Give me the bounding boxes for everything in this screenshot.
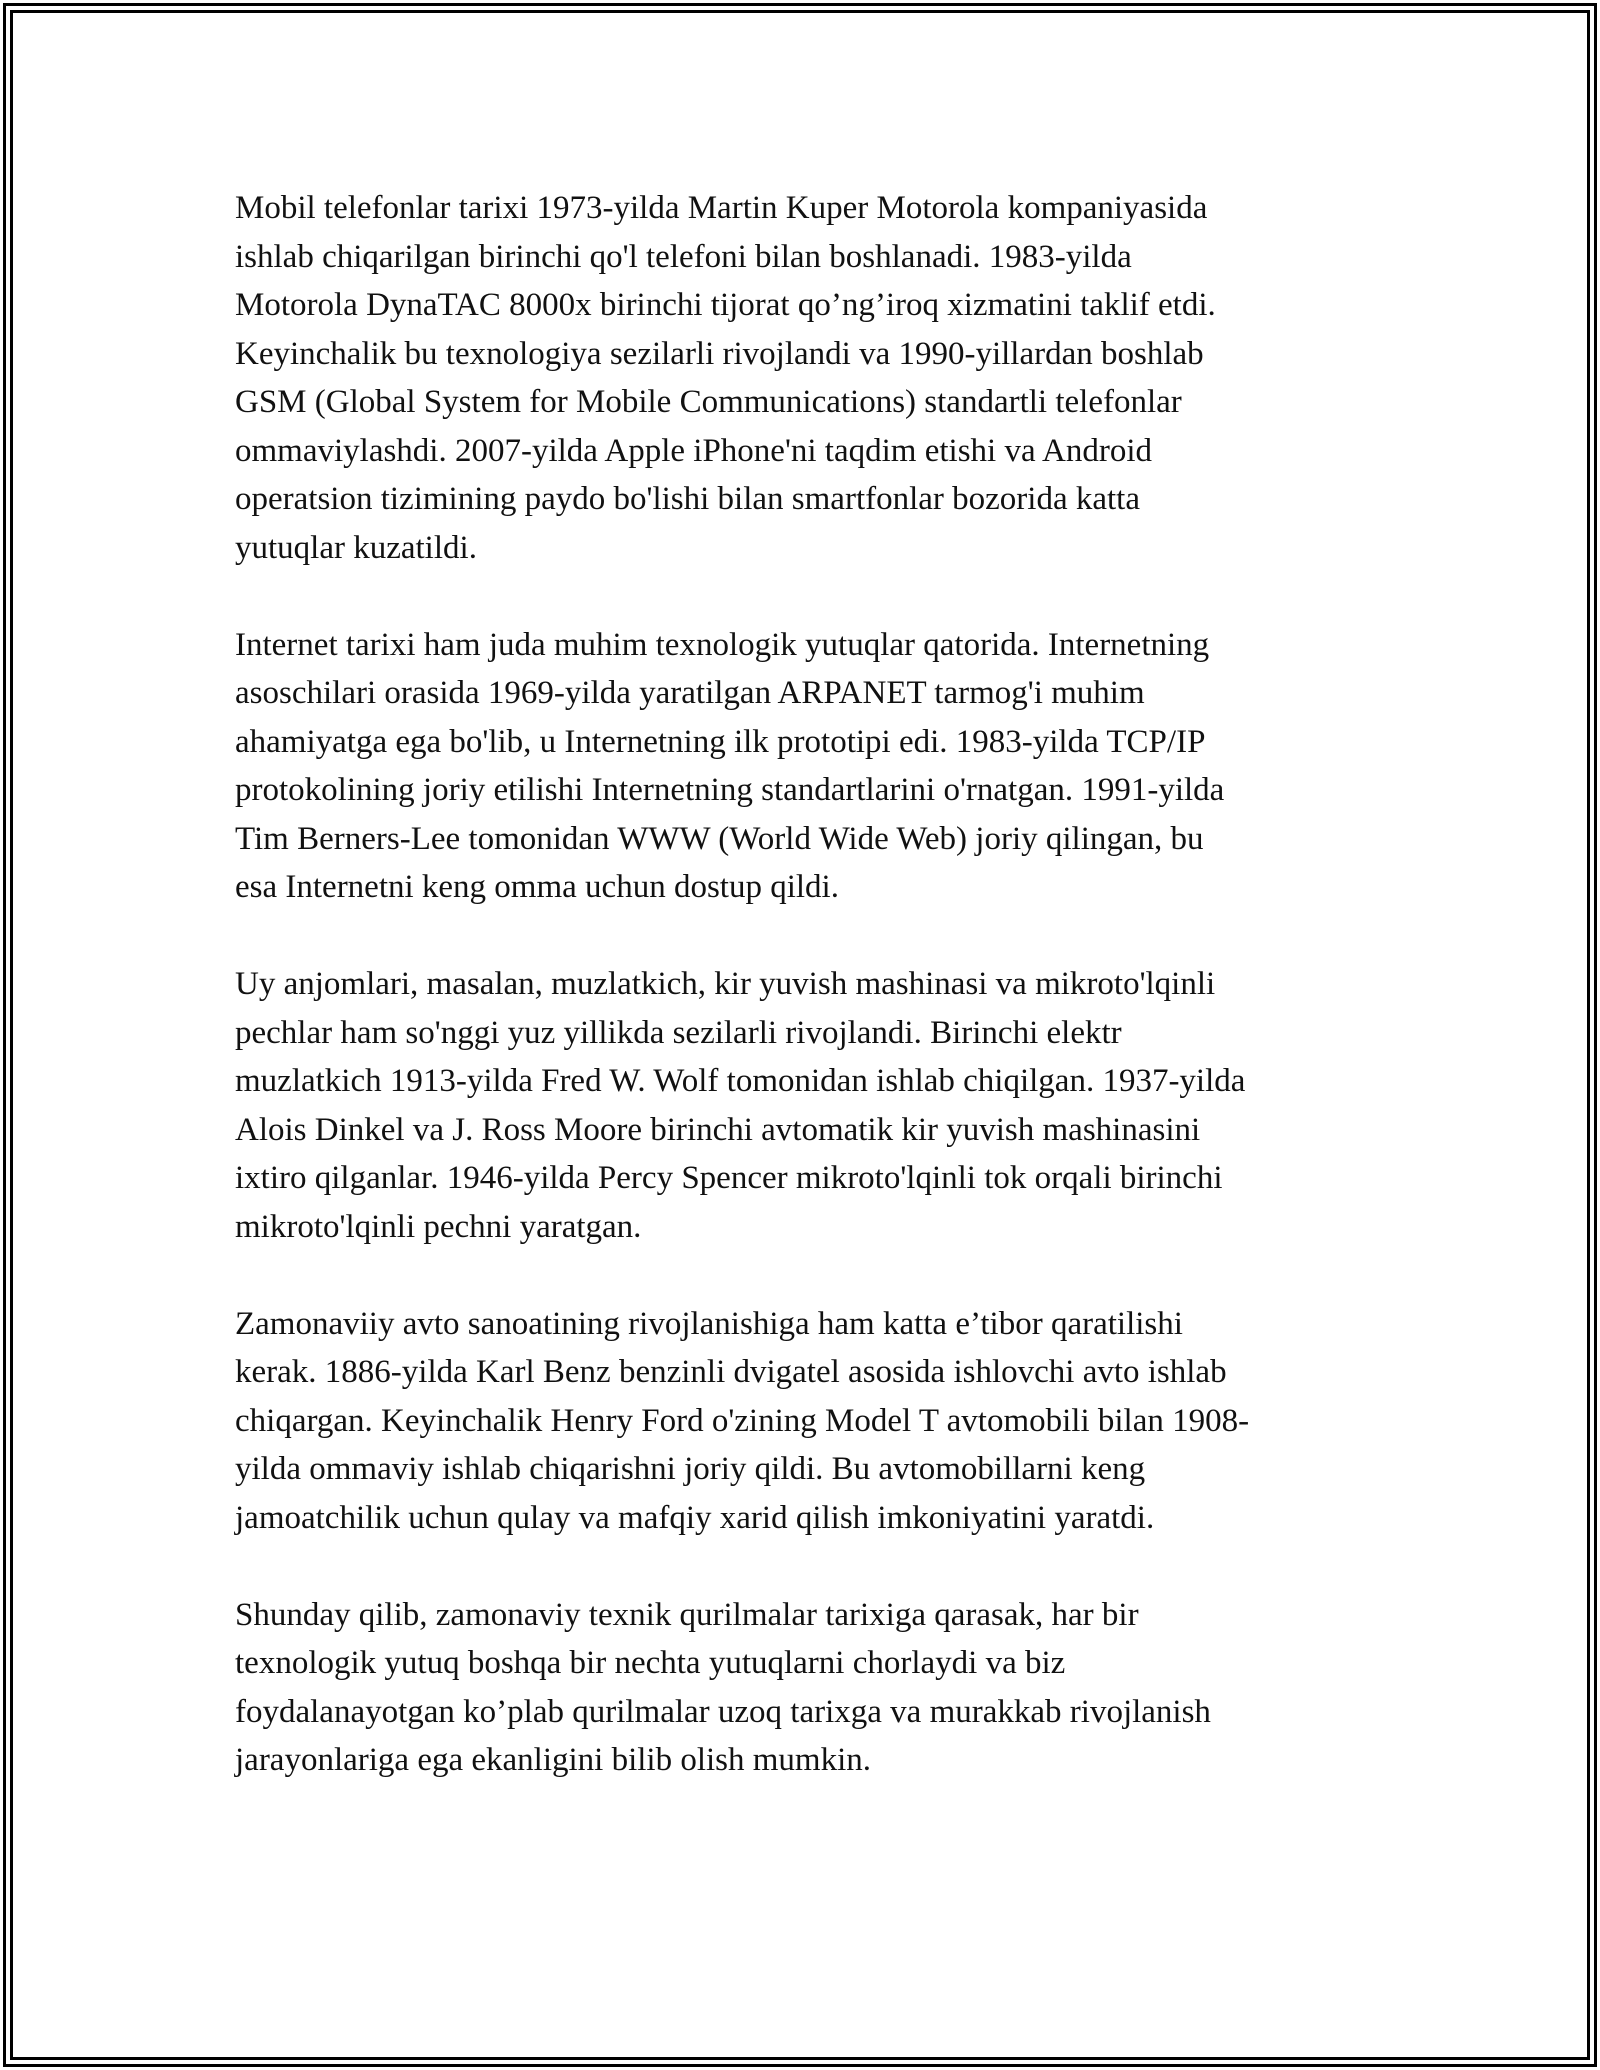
paragraph-mobile-phones: Mobil telefonlar tarixi 1973-yilda Martin Kuper Motorola kompaniyasida ishlab chiqarilgan birinchi qo'l telefoni bilan boshlanadi. 1983-yilda Motorola DynaTAC 8000x birinchi tijorat qo’ng’iroq xizmatini taklif etdi. Keyinchalik bu texnologiya sezilarli rivojlandi va 1990-yillardan boshlab GSM (Global System for Mobile Communications) standartli telefonlar ommaviylashdi. 2007-yilda Apple iPhone'ni taqdim etishi va Android operatsion tizimining paydo bo'lishi bilan smartfonlar bozorida katta yutuqlar kuzatildi. [235, 190, 1216, 566]
paragraph-internet: Internet tarixi ham juda muhim texnologik yutuqlar qatorida. Internetning asoschilari orasida 1969-yilda yaratilgan ARPANET tarmog'i muhim ahamiyatga ega bo'lib, u Internetning ilk prototipi edi. 1983-yilda TCP/IP protokolining joriy etilishi Internetning standartlarini o'rnatgan. 1991-yilda Tim Berners-Lee tomonidan WWW (World Wide Web) joriy qilingan, bu esa Internetni keng omma uchun dostup qildi. [235, 626, 1225, 905]
paragraph-conclusion: Shunday qilib, zamonaviy texnik qurilmalar tarixiga qarasak, har bir texnologik yutuq boshqa bir nechta yutuqlarni chorlaydi va biz foydalanayotgan ko’plab qurilmalar uzoq tarixga va murakkab rivojlanish jarayonlariga ega ekanligini bilib olish mumkin. [235, 1596, 1211, 1778]
paragraph-automotive: Zamonaviiy avto sanoatining rivojlanishiga ham katta e’tibor qaratilishi kerak. 1886-yilda Karl Benz benzinli dvigatel asosida ishlovchi avto ishlab chiqargan. Keyinchalik Henry Ford o'zining Model T avtomobili bilan 1908- yilda ommaviy ishlab chiqarishni joriy qildi. Bu avtomobillarni keng jamoatchilik uchun qulay va mafqiy xarid qilish imkoniyatini yaratdi. [235, 1305, 1250, 1536]
paragraph-home-appliances: Uy anjomlari, masalan, muzlatkich, kir yuvish mashinasi va mikroto'lqinli pechlar ham so'nggi yuz yillikda sezilarli rivojlandi. Birinchi elektr muzlatkich 1913-yilda Fred W. Wolf tomonidan ishlab chiqilgan. 1937-yilda Alois Dinkel va J. Ross Moore birinchi avtomatik kir yuvish mashinasini ixtiro qilganlar. 1946-yilda Percy Spencer mikroto'lqinli tok orqali birinchi mikroto'lqinli pechni yaratgan. [235, 966, 1246, 1245]
document-body [235, 184, 1385, 1833]
